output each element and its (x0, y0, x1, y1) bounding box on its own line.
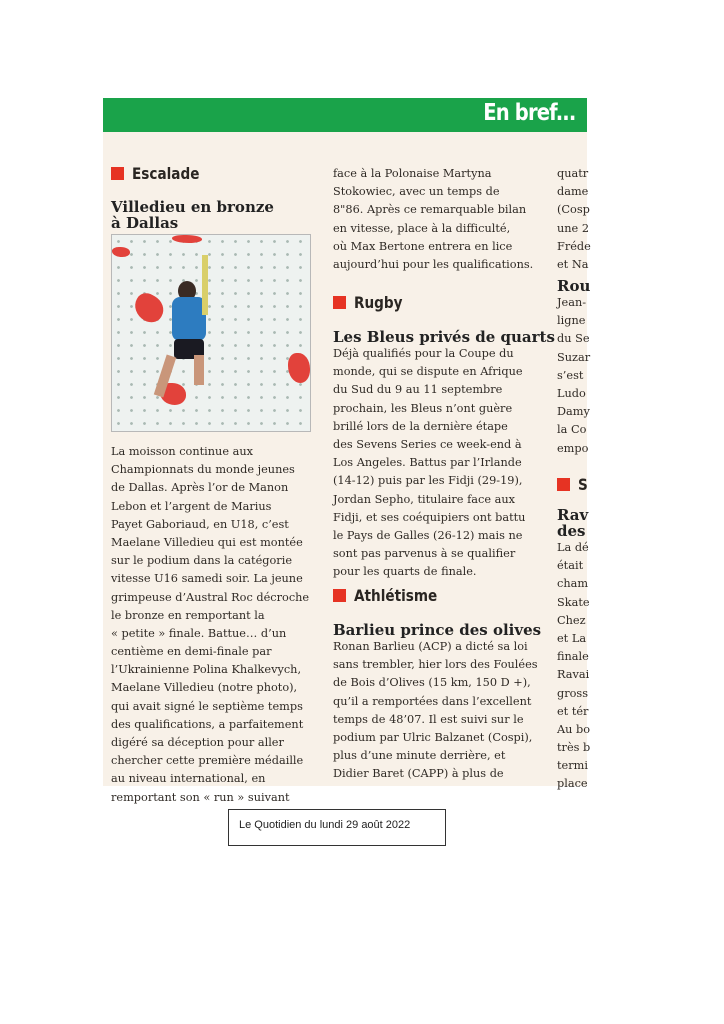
red-square-icon (557, 478, 570, 491)
rubric-label: S (578, 475, 588, 494)
article-headline-truncated: Rou (557, 277, 591, 295)
article-headline (111, 199, 274, 231)
article-body-truncated: quatr dame (Cosp une 2 Fréde et Na (557, 167, 591, 271)
red-square-icon (333, 589, 346, 602)
article-headline: Les Bleus privés de quarts (333, 328, 555, 346)
rubric-label: Escalade (132, 164, 200, 183)
article-headline: Barlieu prince des olives (333, 621, 542, 639)
rubric-truncated (557, 475, 590, 494)
red-square-icon (333, 296, 346, 309)
rubric-rugby (333, 293, 411, 312)
article-body-truncated: La dé était cham Skate Chez et La finale Ravai gross et tér Au bo très b termi place (557, 541, 591, 791)
article-body-escalade: La moisson continue aux Championnats du monde jeunes de Dallas. Après l’or de Manon Lebon et l’argent de Marius Payet Gaboriaud, en U18, c’est Maelane Villedieu qui est montée sur le podium dans la catégorie vitesse U16 samedi soir. La jeune grimpeuse d’Austral Roc décroche le bronze en remportant la « petite » finale. Battue… d’un centième en demi-finale par l’Ukrainienne Polina Khalkevych, Maelane Villedieu (notre photo), qui avait signé le septième temps des qualifications, a parfaitement digéré sa déception pour aller chercher cette première médaille au niveau international, en remportant son « run » suivant (111, 445, 310, 804)
article-body-continued: face à la Polonaise Martyna Stokowiec, avec un temps de 8"86. Après ce remarquable bilan en vitesse, place à la difficulté, où Max Bertone entrera en lice aujourd’hui pour les qualifications. (333, 167, 534, 271)
newspaper-clipping (103, 98, 591, 804)
source-caption: Le Quotidien du lundi 29 août 2022 (239, 819, 411, 831)
article-body-athletisme: Ronan Barlieu (ACP) a dicté sa loi sans trembler, hier lors des Foulées de Bois d’Olives (15 km, 150 D +), qu’il a remportées dans l’excellent temps de 48’07. Il est suivi sur le podium par Ulric Balzanet (Cospi), plus d’une minute derrière, et Didier Baret (CAPP) à plus de (333, 640, 538, 781)
rubric-label: Athlétisme (354, 586, 438, 605)
rubric-escalade (111, 164, 211, 183)
red-square-icon (111, 167, 124, 180)
section-banner (103, 98, 587, 132)
rubric-athletisme (333, 586, 452, 605)
rubric-label: Rugby (354, 293, 403, 312)
headline-line: Villedieu en bronze (111, 198, 274, 216)
article-headline-truncated: Rav des (557, 506, 589, 540)
banner-title: En bref... (482, 100, 575, 126)
climber-photo (111, 234, 311, 432)
headline-line: à Dallas (111, 214, 179, 232)
article-body-rugby: Déjà qualifiés pour la Coupe du monde, qui se dispute en Afrique du Sud du 9 au 11 septembre prochain, les Bleus n’ont guère brillé lors de la dernière étape des Sevens Series ce week-end à Los Angeles. Battus par l’Irlande (14-12) puis par les Fidji (29-19), Jordan Sepho, titulaire face aux Fidji, et ses coéquipiers ont battu le Pays de Galles (26-12) mais ne sont pas parvenus à se qualifier pour les quarts de finale. (333, 347, 526, 579)
article-body-truncated: Jean- ligne du Se Suzar s’est Ludo Damy la Co empo (557, 296, 591, 455)
source-caption-box (228, 809, 446, 846)
